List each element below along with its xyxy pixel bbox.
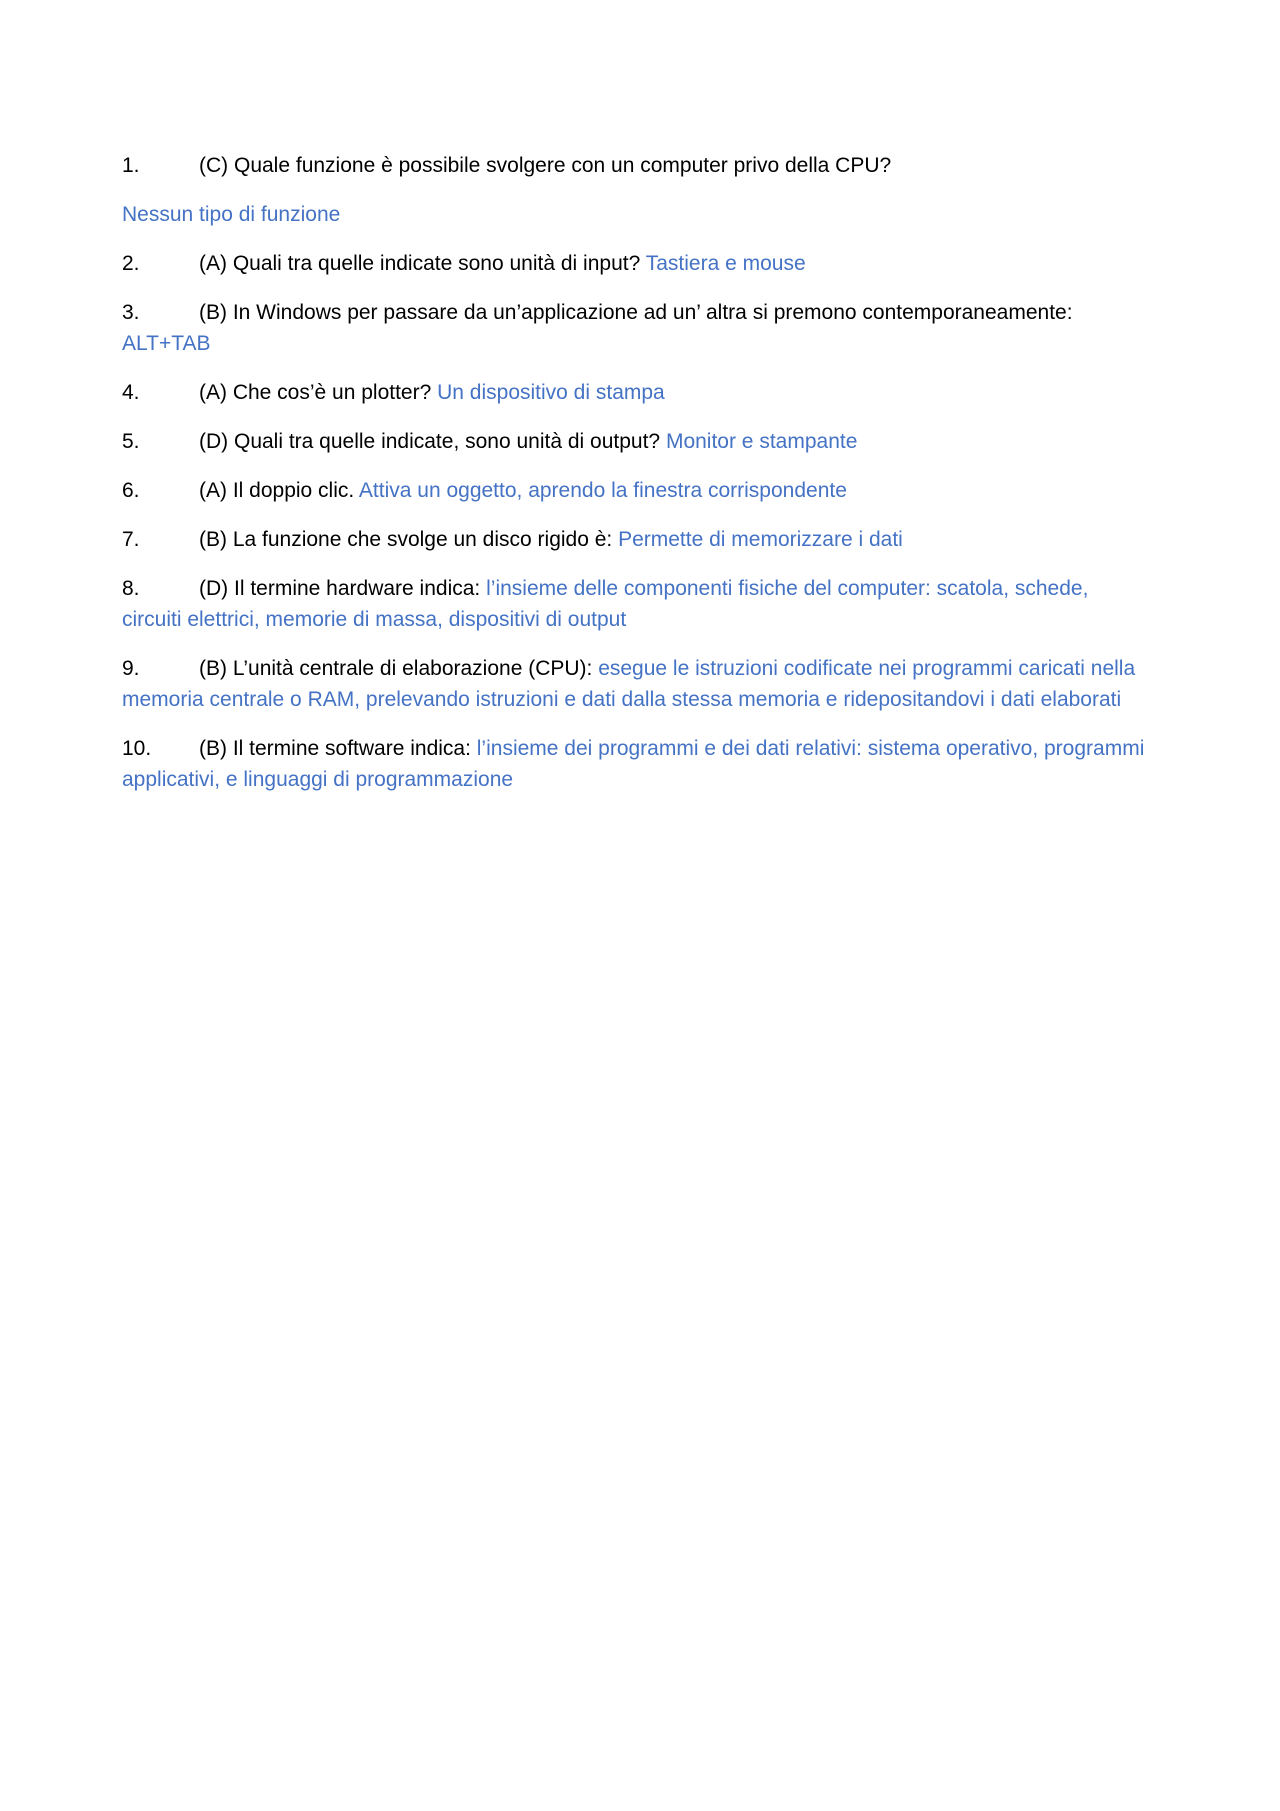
item-number: 1. [122, 154, 140, 177]
question-text: (D) Il termine hardware indica: [199, 577, 487, 600]
question-text: (B) In Windows per passare da un’applicazione ad un’ altra si premono contemporaneamente: [199, 301, 1073, 324]
question-text: (B) La funzione che svolge un disco rigido è: [199, 528, 619, 551]
answer-text: l’insieme dei programmi e dei dati relativi: sistema operativo, programmi applicativi, e linguaggi di programmazione [122, 737, 1145, 791]
question-item-3 [122, 297, 1152, 359]
item-number: 7. [122, 528, 140, 551]
question-text: (B) Il termine software indica: [199, 737, 477, 760]
item-number: 8. [122, 577, 140, 600]
item-number: 10. [122, 737, 152, 760]
question-text: (A) Quali tra quelle indicate sono unità di input? [199, 252, 646, 275]
question-item-1 [122, 150, 1152, 181]
question-item-2 [122, 248, 1152, 279]
answer-text: Monitor e stampante [665, 430, 858, 453]
answer-text: l’insieme delle componenti fisiche del computer: scatola, schede, circuiti elettrici, memorie di massa, dispositivi di output [122, 577, 1089, 631]
question-text: (A) Il doppio clic. [199, 479, 359, 502]
question-text: (C) Quale funzione è possibile svolgere con un computer privo della CPU? [199, 154, 892, 177]
item-number: 9. [122, 657, 140, 680]
answer-text: Nessun tipo di funzione [122, 203, 341, 226]
answer-text: Tastiera e mouse [645, 252, 806, 275]
question-item-10 [122, 733, 1152, 795]
answer-text: Un dispositivo di stampa [437, 381, 665, 404]
question-item-8 [122, 573, 1152, 635]
answer-text: esegue le istruzioni codificate nei programmi caricati nella memoria centrale o RAM, prelevando istruzioni e dati dalla stessa memoria e ridepositandovi i dati elaborati [122, 657, 1136, 711]
answer-text: Attiva un oggetto, aprendo la finestra corrispondente [358, 479, 847, 502]
question-text: (A) Che cos’è un plotter? [199, 381, 438, 404]
question-text: (B) L’unità centrale di elaborazione (CPU): [199, 657, 599, 680]
item-number: 6. [122, 479, 140, 502]
item-number: 4. [122, 381, 140, 404]
question-item-7 [122, 524, 1152, 555]
question-item-6 [122, 475, 1152, 506]
item-number: 3. [122, 301, 140, 324]
answer-text: Permette di memorizzare i dati [618, 528, 903, 551]
question-item-4 [122, 377, 1152, 408]
item-number: 5. [122, 430, 140, 453]
document-page [122, 150, 1152, 813]
item-number: 2. [122, 252, 140, 275]
question-item-5 [122, 426, 1152, 457]
question-item-9 [122, 653, 1152, 715]
question-text: (D) Quali tra quelle indicate, sono unità di output? [199, 430, 666, 453]
answer-text: ALT+TAB [122, 332, 211, 355]
